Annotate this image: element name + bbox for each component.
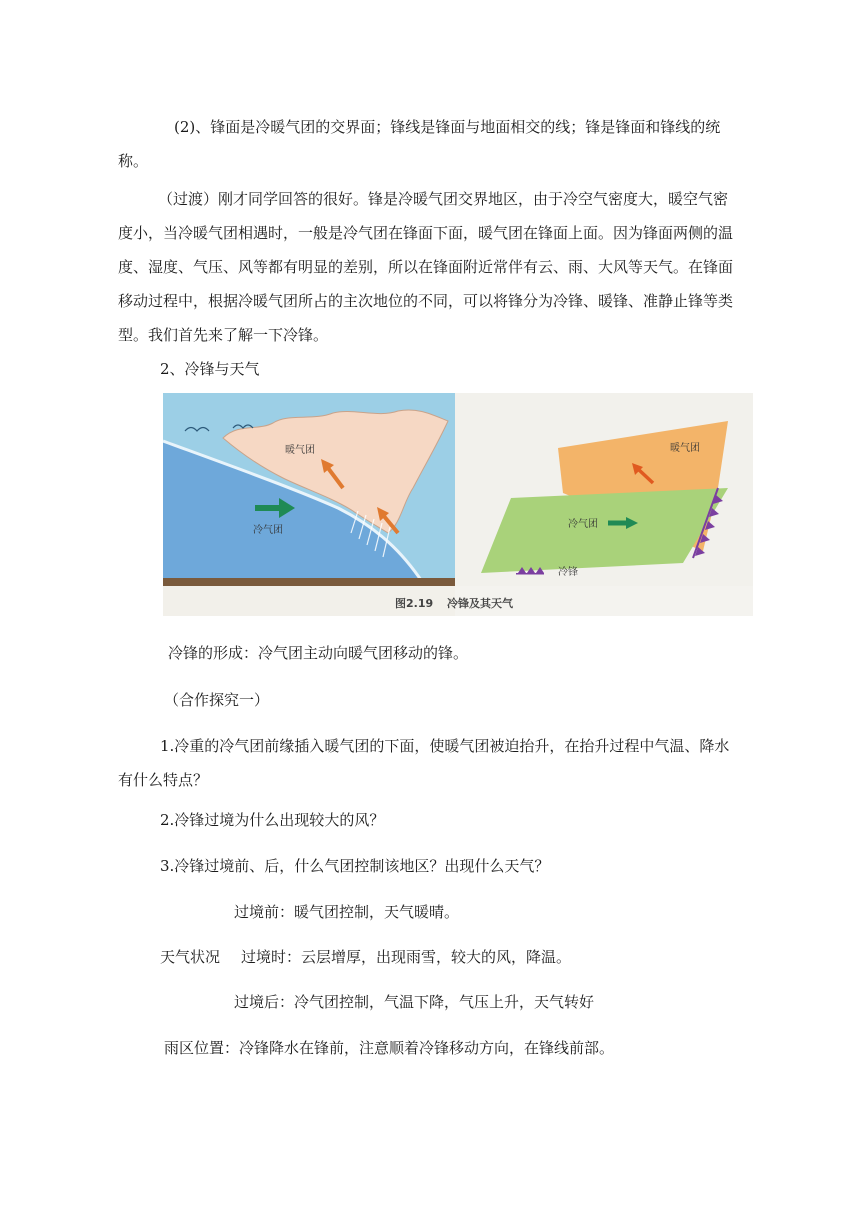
legend-label-cold-front: 冷锋 xyxy=(558,567,578,578)
label-warm-air-right: 暖气团 xyxy=(670,443,700,454)
paragraph-transition: （过渡）刚才同学回答的很好。锋是冷暖气团交界地区，由于冷空气密度大，暖空气密度小，当冷暖气团相遇时，一般是冷气团在锋面下面，暖气团在锋面上面。因为锋面两侧的温度、湿度、气压、风等都有明显的差别，所以在锋面附近常伴有云、雨、大风等天气。在锋面移动过程中，根据冷暖气团所占的主次地位的不同，可以将锋分为冷锋、暖锋、准静止锋等类型。我们首先来了解一下冷锋。 xyxy=(118,190,734,344)
weather-before-passage: 过境前：暖气团控制，天气暖晴。 xyxy=(234,903,460,921)
figure-caption-text: 冷锋及其天气 xyxy=(447,597,513,610)
section-heading-cold-front: 2、冷锋与天气 xyxy=(160,360,260,378)
cold-front-3d-diagram xyxy=(455,393,753,586)
paragraph-front-definition: (2)、锋面是冷暖气团的交界面；锋线是锋面与地面相交的线；锋是锋面和锋线的统称。 xyxy=(118,118,721,170)
label-cold-air-right: 冷气团 xyxy=(568,519,598,530)
weather-during-passage: 过境时：云层增厚，出现雨雪，较大的风，降温。 xyxy=(241,948,572,966)
cold-front-figure xyxy=(163,393,753,616)
paragraph-cooperative-inquiry: （合作探究一） xyxy=(164,691,270,709)
question-1: 1.冷重的冷气团前缘插入暖气团的下面，使暖气团被迫抬升，在抬升过程中气温、降水有什么特点？ xyxy=(118,737,730,789)
question-2: 2.冷锋过境为什么出现较大的风？ xyxy=(160,811,385,829)
paragraph-cold-front-formation: 冷锋的形成：冷气团主动向暖气团移动的锋。 xyxy=(168,644,469,662)
figure-caption-number: 图2.19 xyxy=(395,597,434,610)
weather-status-label: 天气状况 xyxy=(160,948,221,966)
weather-after-passage: 过境后：冷气团控制，气温下降，气压上升，天气转好 xyxy=(234,993,595,1011)
label-warm-air-left: 暖气团 xyxy=(285,445,315,456)
question-3: 3.冷锋过境前、后，什么气团控制该地区？出现什么天气？ xyxy=(160,857,550,875)
cold-front-cross-section xyxy=(163,393,455,616)
label-cold-air-left: 冷气团 xyxy=(253,525,283,536)
rain-area-position: 雨区位置：冷锋降水在锋前，注意顺着冷锋移动方向，在锋线前部。 xyxy=(164,1039,615,1057)
